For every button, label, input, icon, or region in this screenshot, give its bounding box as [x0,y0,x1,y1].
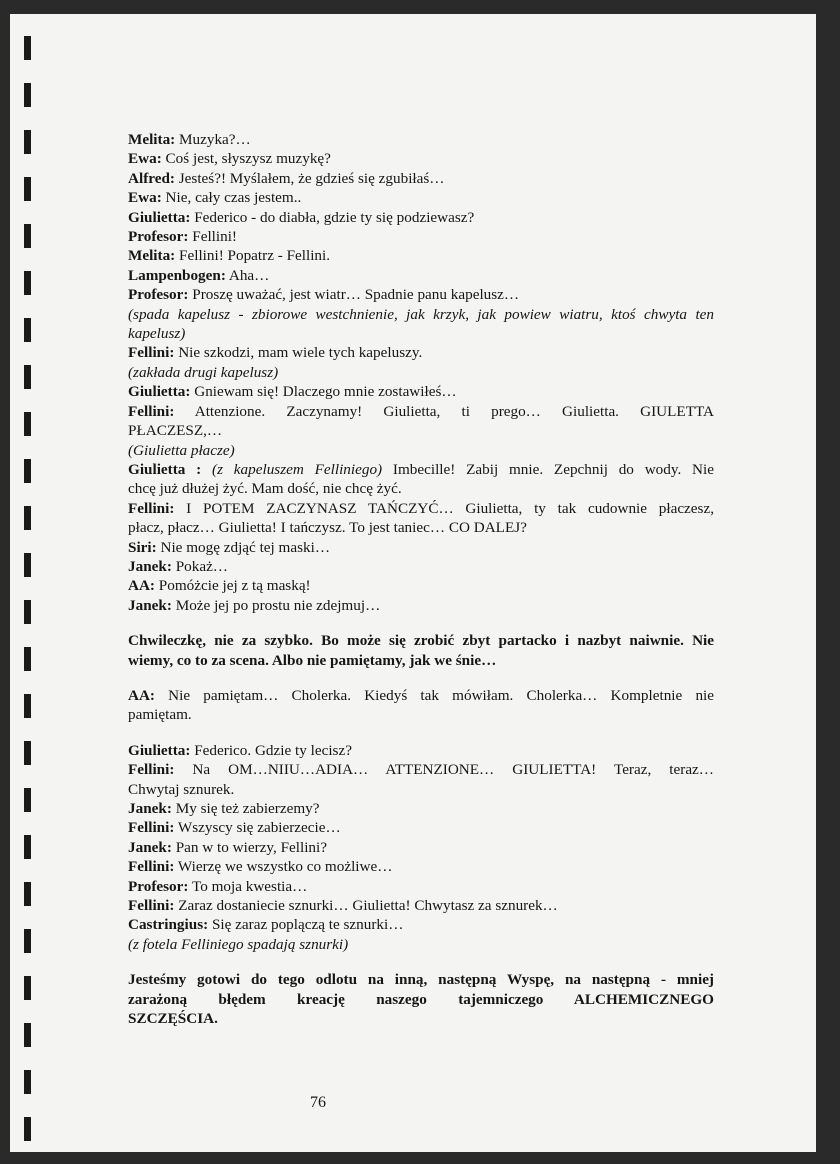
line-text: Nie, cały czas jestem.. [161,189,302,207]
speaker-name: Fellini: [128,897,175,915]
binding-hole [24,83,31,107]
dialogue-line [128,421,714,440]
line-text: Nie pamiętam… Cholerka. Kiedyś tak mówiłam. Cholerka… Kompletnie nie [155,686,714,704]
dialogue-line [128,896,714,915]
line-text: Zaraz dostaniecie sznurki… Giulietta! Chwytasz za sznurek… [174,897,558,915]
speaker-name: Melita: [128,131,176,148]
binding-hole [24,177,31,201]
document-body [128,130,714,1028]
dialogue-line [128,208,714,227]
dialogue-line [128,780,714,799]
line-text: Gniewam się! Dlaczego mnie zostawiłeś… [190,383,457,401]
dialogue-line [128,130,714,149]
narration-text: Chwileczkę, nie za szybko. Bo może się zrobić zbyt partacko i nazbyt naiwnie. Nie [128,632,714,650]
binding-hole [24,224,31,248]
binding-holes [0,0,36,1164]
line-text: Wszyscy się zabierzecie… [174,819,341,837]
line-text: Imbecille! Zabij mnie. Zepchnij do wody. Nie [382,460,714,478]
binding-hole [24,1117,31,1141]
line-text: Aha… [225,266,270,284]
binding-hole [24,694,31,718]
dialogue-line [128,818,714,837]
binding-hole [24,788,31,812]
speaker-name: Giulietta: [128,741,191,759]
stage-direction-line [128,363,714,382]
paragraph-gap [128,670,714,686]
stage-direction: (z kapeluszem Felliniego) [201,460,383,478]
dialogue-line [128,149,714,168]
binding-hole [24,1023,31,1047]
line-text: Nie szkodzi, mam wiele tych kapeluszy. [174,344,423,362]
dialogue-line [128,227,714,246]
line-text: Pan w to wierzy, Fellini? [171,838,327,856]
line-text: Na OM…NIIU…ADIA… ATTENZIONE… GIULIETTA! Teraz, teraz… [174,761,714,779]
speaker-name: Janek: [128,596,172,614]
dialogue-line [128,382,714,401]
stage-direction-line [128,324,714,343]
speaker-name: Melita: [128,247,176,265]
binding-hole [24,741,31,765]
dialogue-line [128,538,714,557]
narration-text: wiemy, co to za scena. Albo nie pamiętamy, jak we śnie… [128,651,497,669]
line-text: Attenzione. Zaczynamy! Giulietta, ti prego… Giulietta. GIULETTA [174,402,714,420]
binding-hole [24,553,31,577]
stage-direction: (z fotela Felliniego spadają sznurki) [128,935,349,953]
line-text: Jesteś?! Myślałem, że gdzieś się zgubiłaś… [174,169,445,187]
line-text: Federico - do diabła, gdzie ty się podziewasz? [190,208,475,226]
line-text: Pomóżcie jej z tą maską! [155,577,311,595]
binding-hole [24,1070,31,1094]
speaker-name: Fellini: [128,819,175,837]
speaker-name: AA: [128,686,155,704]
line-text: Coś jest, słyszysz muzykę? [161,150,331,168]
dialogue-line [128,557,714,576]
line-text: Federico. Gdzie ty lecisz? [190,741,352,759]
speaker-name: Ewa: [128,189,162,207]
dialogue-line [128,266,714,285]
dialogue-line [128,741,714,760]
dialogue-line [128,188,714,207]
binding-hole [24,271,31,295]
stage-direction-line [128,305,714,324]
dialogue-line [128,169,714,188]
dialogue-line [128,343,714,362]
document-page [10,14,816,1152]
stage-direction-line [128,935,714,954]
speaker-name: Lampenbogen: [128,266,226,284]
speaker-name: Siri: [128,538,157,556]
line-text: Nie mogę zdjąć tej maski… [156,538,331,556]
line-text: Proszę uważać, jest wiatr… Spadnie panu kapelusz… [188,286,520,304]
binding-hole [24,647,31,671]
speaker-name: Giulietta : [128,460,202,478]
narration-line [128,970,714,989]
stage-direction: kapelusz) [128,325,186,343]
line-text: chcę już dłużej żyć. Mam dość, nie chcę żyć. [128,480,402,498]
dialogue-line [128,499,714,518]
line-text: płacz, płacz… Giulietta! I tańczysz. To jest taniec… CO DALEJ? [128,519,527,537]
binding-hole [24,365,31,389]
speaker-name: Giulietta: [128,383,191,401]
dialogue-line [128,460,714,479]
paragraph-gap [128,725,714,741]
speaker-name: Alfred: [128,169,175,187]
dialogue-line [128,705,714,724]
binding-hole [24,36,31,60]
dialogue-line [128,686,714,705]
binding-hole [24,130,31,154]
scan-border-right [816,0,840,1164]
line-text: To moja kwestia… [188,877,308,895]
line-text: Może jej po prostu nie zdejmuj… [171,596,381,614]
dialogue-line [128,877,714,896]
dialogue-line [128,402,714,421]
dialogue-line [128,479,714,498]
line-text: Chwytaj sznurek. [128,780,235,798]
dialogue-line [128,596,714,615]
dialogue-line [128,857,714,876]
dialogue-line [128,799,714,818]
line-text: Fellini! Popatrz - Fellini. [175,247,331,265]
line-text: Muzyka?… [175,131,251,148]
binding-hole [24,318,31,342]
line-text: Fellini! [188,228,237,246]
line-text: Się zaraz poplączą te sznurki… [208,916,404,934]
speaker-name: Profesor: [128,877,189,895]
dialogue-line [128,838,714,857]
speaker-name: Fellini: [128,344,175,362]
binding-hole [24,412,31,436]
line-text: My się też zabierzemy? [171,800,320,817]
speaker-name: Fellini: [128,858,175,876]
binding-hole [24,600,31,624]
dialogue-line [128,576,714,595]
narration-line [128,990,714,1009]
dialogue-line [128,246,714,265]
narration-line [128,1009,714,1028]
scan-border-top [0,0,840,14]
line-text: I POTEM ZACZYNASZ TAŃCZYĆ… Giulietta, ty tak cudownie płaczesz, [174,499,714,517]
speaker-name: Janek: [128,557,172,575]
speaker-name: Janek: [128,800,172,817]
speaker-name: Castringius: [128,916,209,934]
narration-line [128,651,714,670]
dialogue-line [128,760,714,779]
speaker-name: Profesor: [128,228,189,246]
paragraph-gap [128,615,714,631]
speaker-name: Giulietta: [128,208,191,226]
stage-direction: (spada kapelusz - zbiorowe westchnienie, jak krzyk, jak powiew wiatru, ktoś chwyta ten [128,305,714,323]
dialogue-line [128,518,714,537]
binding-hole [24,929,31,953]
speaker-name: Ewa: [128,150,162,168]
dialogue-line [128,915,714,934]
line-text: pamiętam. [128,706,192,724]
line-text: Wierzę we wszystko co możliwe… [174,858,393,876]
stage-direction: (zakłada drugi kapelusz) [128,363,279,381]
dialogue-line [128,285,714,304]
speaker-name: Janek: [128,838,172,856]
narration-text: SZCZĘŚCIA. [128,1010,218,1028]
speaker-name: AA: [128,577,155,595]
stage-direction: (Giulietta płacze) [128,441,235,459]
binding-hole [24,506,31,530]
binding-hole [24,459,31,483]
binding-hole [24,835,31,859]
narration-line [128,631,714,650]
page-number: 76 [310,1094,326,1111]
speaker-name: Fellini: [128,499,175,517]
line-text: Pokaż… [171,557,228,575]
binding-hole [24,976,31,1000]
speaker-name: Fellini: [128,761,175,779]
narration-text: zarażoną błędem kreację naszego tajemniczego ALCHEMICZNEGO [128,990,714,1008]
speaker-name: Profesor: [128,286,189,304]
line-text: PŁACZESZ,… [128,422,223,440]
stage-direction-line [128,441,714,460]
binding-hole [24,882,31,906]
speaker-name: Fellini: [128,402,175,420]
paragraph-gap [128,954,714,970]
narration-text: Jesteśmy gotowi do tego odlotu na inną, następną Wyspę, na następną - mniej [128,971,714,989]
